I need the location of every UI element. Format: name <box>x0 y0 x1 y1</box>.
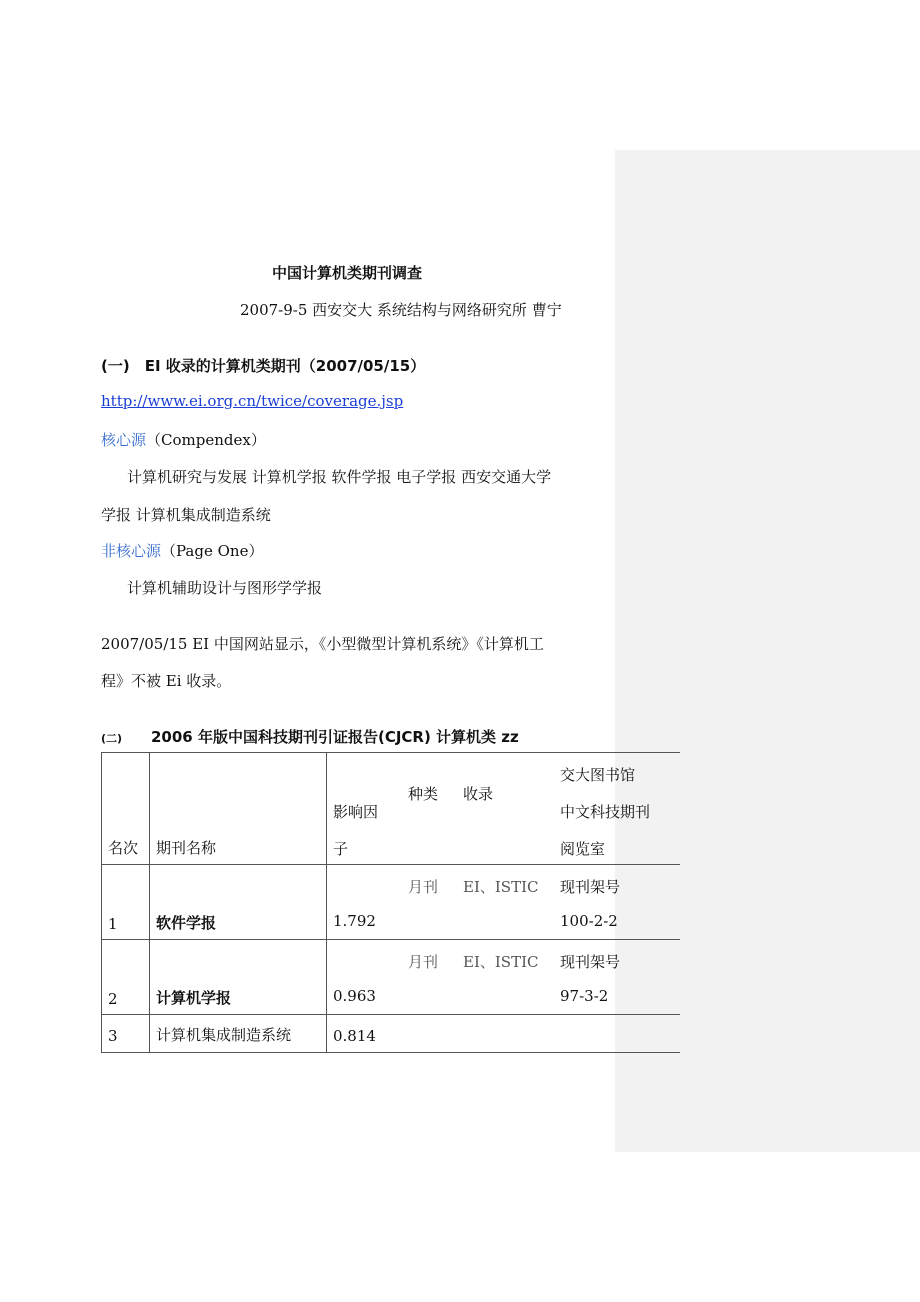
noncore-source-en: （Page One） <box>161 542 264 560</box>
row2-name: 计算机学报 <box>150 940 327 1015</box>
header-index: 收录 <box>463 785 494 803</box>
section2-number: (二) <box>101 732 123 745</box>
header-lib-line1: 交大图书馆 <box>560 766 636 784</box>
table-header-row <box>102 753 681 865</box>
core-source-en: （Compendex） <box>146 431 266 449</box>
table-row <box>102 865 681 940</box>
table-row <box>102 940 681 1015</box>
row1-details <box>327 865 681 940</box>
note-line2: 程》不被 Ei 收录。 <box>101 672 232 690</box>
row3-name: 计算机集成制造系统 <box>150 1015 327 1053</box>
core-source-label[interactable]: 核心源 <box>101 431 147 449</box>
row1-if: 1.792 <box>333 912 376 930</box>
header-group <box>327 753 681 865</box>
row2-details <box>327 940 681 1015</box>
doc-byline: 2007-9-5 西安交大 系统结构与网络研究所 曹宁 <box>240 301 562 319</box>
header-if-line2: 子 <box>333 840 349 858</box>
row1-lib1: 现刊架号 <box>560 878 621 896</box>
section1-heading: (一) EI 收录的计算机类期刊（2007/05/15） <box>101 357 426 375</box>
row1-name: 软件学报 <box>150 865 327 940</box>
header-lib-line2: 中文科技期刊 <box>560 803 651 821</box>
section2-heading: 2006 年版中国科技期刊引证报告(CJCR) 计算机类 zz <box>151 728 519 746</box>
header-kind: 种类 <box>408 785 439 803</box>
noncore-source-label[interactable]: 非核心源 <box>101 542 162 560</box>
row1-lib2: 100-2-2 <box>560 912 618 930</box>
header-lib-line3: 阅览室 <box>560 840 606 858</box>
table-row <box>102 1015 681 1053</box>
row2-index: EI、ISTIC <box>463 953 539 971</box>
ei-coverage-link[interactable]: http://www.ei.org.cn/twice/coverage.jsp <box>101 392 404 410</box>
row2-if: 0.963 <box>333 987 376 1005</box>
row1-kind: 月刊 <box>408 878 439 896</box>
noncore-list: 计算机辅助设计与图形学学报 <box>127 579 323 597</box>
row2-kind: 月刊 <box>408 953 439 971</box>
row2-lib1: 现刊架号 <box>560 953 621 971</box>
noncore-source-line <box>101 540 263 561</box>
row1-index: EI、ISTIC <box>463 878 539 896</box>
core-list-line2: 学报 计算机集成制造系统 <box>101 506 271 524</box>
core-list-line1: 计算机研究与发展 计算机学报 软件学报 电子学报 西安交通大学 <box>127 468 552 486</box>
row3-details <box>327 1015 681 1053</box>
journal-table <box>101 752 680 1053</box>
header-name: 期刊名称 <box>150 753 327 865</box>
core-source-line <box>101 429 266 450</box>
row1-rank: 1 <box>102 865 150 940</box>
row2-lib2: 97-3-2 <box>560 987 609 1005</box>
row3-if: 0.814 <box>333 1027 376 1045</box>
header-if-line1: 影响因 <box>333 803 379 821</box>
doc-title: 中国计算机类期刊调查 <box>272 264 423 282</box>
note-line1: 2007/05/15 EI 中国网站显示，《小型微型计算机系统》《计算机工 <box>101 635 544 653</box>
row2-rank: 2 <box>102 940 150 1015</box>
header-rank: 名次 <box>102 753 150 865</box>
row3-rank: 3 <box>102 1015 150 1053</box>
